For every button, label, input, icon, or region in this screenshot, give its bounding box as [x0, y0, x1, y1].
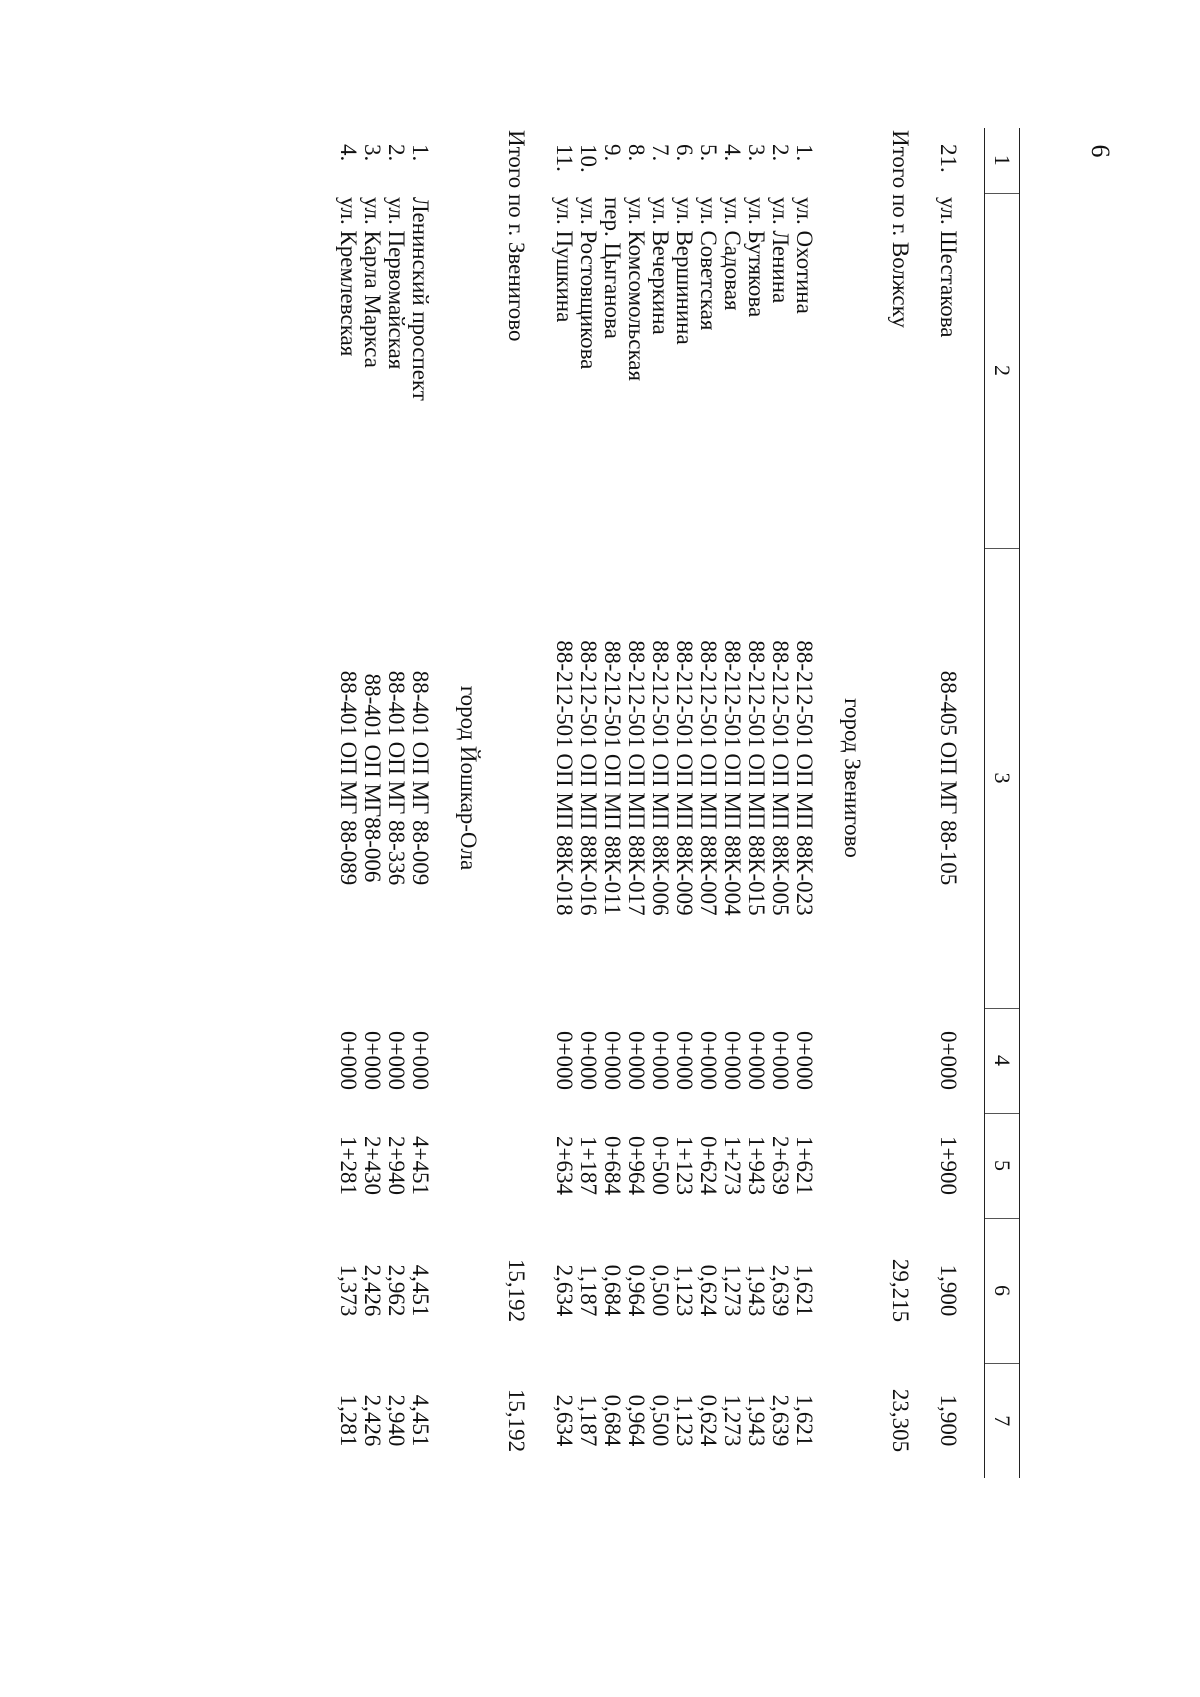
start-km: 0+000	[408, 1031, 433, 1090]
end-km: 0+684	[600, 1136, 625, 1195]
length-2: 2,634	[552, 1394, 577, 1447]
table-row	[408, 128, 432, 1478]
row-number: 4.	[336, 144, 361, 162]
road-code: 88-212-501 ОП МП 88К-006	[648, 640, 673, 916]
end-km: 2+639	[768, 1136, 793, 1195]
total-label: Итого по г. Волжску	[888, 130, 913, 328]
roads-table	[336, 128, 1020, 1478]
end-km: 4+451	[408, 1136, 433, 1195]
start-km: 0+000	[384, 1031, 409, 1090]
end-km: 0+964	[624, 1136, 649, 1195]
length-2: 1,900	[936, 1394, 961, 1447]
street-name: Ленинский проспект	[408, 197, 433, 401]
end-km: 0+500	[648, 1136, 673, 1195]
street-name: пер. Цыганова	[600, 197, 625, 339]
header-col-2: 2	[985, 193, 1020, 548]
street-name: ул. Ленина	[768, 197, 793, 304]
street-name: ул. Пушкина	[552, 197, 577, 323]
road-code: 88-212-501 ОП МП 88К-011	[600, 640, 625, 916]
start-km: 0+000	[792, 1031, 817, 1090]
length: 2,962	[384, 1264, 409, 1317]
total-label: Итого по г. Звенигово	[504, 130, 529, 342]
length: 1,123	[672, 1264, 697, 1317]
length: 1,943	[744, 1264, 769, 1317]
start-km: 0+000	[672, 1031, 697, 1090]
road-code: 88-401 ОП МГ 88-089	[336, 670, 361, 886]
road-code: 88-401 ОП МГ 88-336	[384, 670, 409, 886]
length-2: 1,281	[336, 1394, 361, 1447]
length-2: 0,684	[600, 1394, 625, 1447]
table-row	[648, 128, 672, 1478]
header-col-1: 1	[985, 128, 1020, 193]
street-name: ул. Ростовщикова	[576, 197, 601, 370]
road-code: 88-212-501 ОП МП 88К-004	[720, 640, 745, 916]
street-name: ул. Вечеркина	[648, 197, 673, 335]
length: 1,273	[720, 1264, 745, 1317]
total-row-volzhsk	[888, 128, 912, 1478]
length-2: 1,621	[792, 1394, 817, 1447]
start-km: 0+000	[936, 1031, 961, 1090]
row-number: 5.	[696, 144, 721, 162]
end-km: 2+940	[384, 1136, 409, 1195]
table-header	[985, 128, 1020, 1478]
table-row	[768, 128, 792, 1478]
total-length-2: 23,305	[888, 1388, 913, 1453]
table-row	[336, 128, 360, 1478]
length: 2,426	[360, 1264, 385, 1317]
row-number: 9.	[600, 144, 625, 162]
row-number: 11.	[552, 144, 577, 172]
end-km: 1+273	[720, 1136, 745, 1195]
total-length-2: 15,192	[504, 1388, 529, 1453]
length-2: 2,940	[384, 1394, 409, 1447]
table-row	[720, 128, 744, 1478]
row-number: 10.	[576, 144, 601, 173]
section-heading-yoshkarola	[456, 128, 480, 1478]
row-number: 3.	[360, 144, 385, 162]
length-2: 1,123	[672, 1394, 697, 1447]
row-number: 6.	[672, 144, 697, 162]
row-number: 2.	[768, 144, 793, 162]
table-row	[360, 128, 384, 1478]
start-km: 0+000	[720, 1031, 745, 1090]
length: 0,684	[600, 1264, 625, 1317]
length-2: 2,639	[768, 1394, 793, 1447]
length-2: 0,500	[648, 1394, 673, 1447]
section-label: город Звенигово	[840, 698, 865, 858]
length: 1,621	[792, 1264, 817, 1317]
road-code: 88-401 ОП МГ 88-009	[408, 670, 433, 886]
street-name: ул. Шестакова	[936, 197, 961, 338]
table-row	[624, 128, 648, 1478]
length-2: 1,943	[744, 1394, 769, 1447]
road-code: 88-212-501 ОП МП 88К-023	[792, 640, 817, 916]
start-km: 0+000	[624, 1031, 649, 1090]
street-name: ул. Садовая	[720, 197, 745, 311]
end-km: 1+187	[576, 1136, 601, 1195]
start-km: 0+000	[552, 1031, 577, 1090]
header-col-6: 6	[985, 1218, 1020, 1363]
length: 0,964	[624, 1264, 649, 1317]
road-code: 88-405 ОП МГ 88-105	[936, 670, 961, 886]
table-row	[600, 128, 624, 1478]
table-row	[792, 128, 816, 1478]
page-number: 6	[1086, 144, 1115, 158]
length-2: 0,624	[696, 1394, 721, 1447]
length-2: 1,187	[576, 1394, 601, 1447]
start-km: 0+000	[696, 1031, 721, 1090]
length: 1,187	[576, 1264, 601, 1317]
end-km: 1+281	[336, 1136, 361, 1195]
length: 1,900	[936, 1264, 961, 1317]
rotated-table-page	[200, 128, 1020, 1478]
road-code: 88-212-501 ОП МП 88К-005	[768, 640, 793, 916]
end-km: 1+900	[936, 1136, 961, 1195]
length-2: 0,964	[624, 1394, 649, 1447]
total-row-zvenigovo	[504, 128, 528, 1478]
total-length: 29,215	[888, 1258, 913, 1323]
end-km: 1+943	[744, 1136, 769, 1195]
street-name: ул. Первомайская	[384, 197, 409, 370]
end-km: 2+430	[360, 1136, 385, 1195]
length: 4,451	[408, 1264, 433, 1317]
street-name: ул. Карла Маркса	[360, 197, 385, 368]
header-col-3: 3	[985, 548, 1020, 1008]
road-code: 88-212-501 ОП МП 88К-007	[696, 640, 721, 916]
table-row	[552, 128, 576, 1478]
row-number: 4.	[720, 144, 745, 162]
start-km: 0+000	[600, 1031, 625, 1090]
row-number: 21.	[936, 144, 961, 173]
row-number: 7.	[648, 144, 673, 162]
end-km: 2+634	[552, 1136, 577, 1195]
row-number: 8.	[624, 144, 649, 162]
road-code: 88-212-501 ОП МП 88К-009	[672, 640, 697, 916]
table-row	[744, 128, 768, 1478]
length-2: 2,426	[360, 1394, 385, 1447]
street-name: ул. Бутякова	[744, 197, 769, 318]
table-row	[936, 128, 960, 1478]
section-heading-zvenigovo	[840, 128, 864, 1478]
total-length: 15,192	[504, 1258, 529, 1323]
street-name: ул. Кремлевская	[336, 197, 361, 357]
street-name: ул. Советская	[696, 197, 721, 331]
start-km: 0+000	[360, 1031, 385, 1090]
end-km: 1+123	[672, 1136, 697, 1195]
end-km: 0+624	[696, 1136, 721, 1195]
road-code: 88-401 ОП МГ88-006	[360, 673, 385, 883]
row-number: 2.	[384, 144, 409, 162]
end-km: 1+621	[792, 1136, 817, 1195]
start-km: 0+000	[576, 1031, 601, 1090]
street-name: ул. Комсомольская	[624, 197, 649, 382]
row-number: 3.	[744, 144, 769, 162]
road-code: 88-212-501 ОП МП 88К-017	[624, 640, 649, 916]
table-body	[336, 128, 985, 1478]
length-2: 1,273	[720, 1394, 745, 1447]
start-km: 0+000	[744, 1031, 769, 1090]
start-km: 0+000	[336, 1031, 361, 1090]
start-km: 0+000	[768, 1031, 793, 1090]
road-code: 88-212-501 ОП МП 88К-015	[744, 640, 769, 916]
table-row	[576, 128, 600, 1478]
length-2: 4,451	[408, 1394, 433, 1447]
length: 0,500	[648, 1264, 673, 1317]
header-col-7: 7	[985, 1363, 1020, 1478]
length: 2,634	[552, 1264, 577, 1317]
header-col-4: 4	[985, 1008, 1020, 1113]
street-name: ул. Вершинина	[672, 197, 697, 345]
length: 2,639	[768, 1264, 793, 1317]
table-row	[672, 128, 696, 1478]
row-number: 1.	[792, 144, 817, 162]
row-number: 1.	[408, 144, 433, 162]
table-row	[384, 128, 408, 1478]
table-row	[696, 128, 720, 1478]
road-code: 88-212-501 ОП МП 88К-016	[576, 640, 601, 916]
street-name: ул. Охотина	[792, 197, 817, 314]
start-km: 0+000	[648, 1031, 673, 1090]
road-code: 88-212-501 ОП МП 88К-018	[552, 640, 577, 916]
length: 0,624	[696, 1264, 721, 1317]
section-label: город Йошкар-Ола	[456, 685, 481, 871]
length: 1,373	[336, 1264, 361, 1317]
header-col-5: 5	[985, 1113, 1020, 1218]
